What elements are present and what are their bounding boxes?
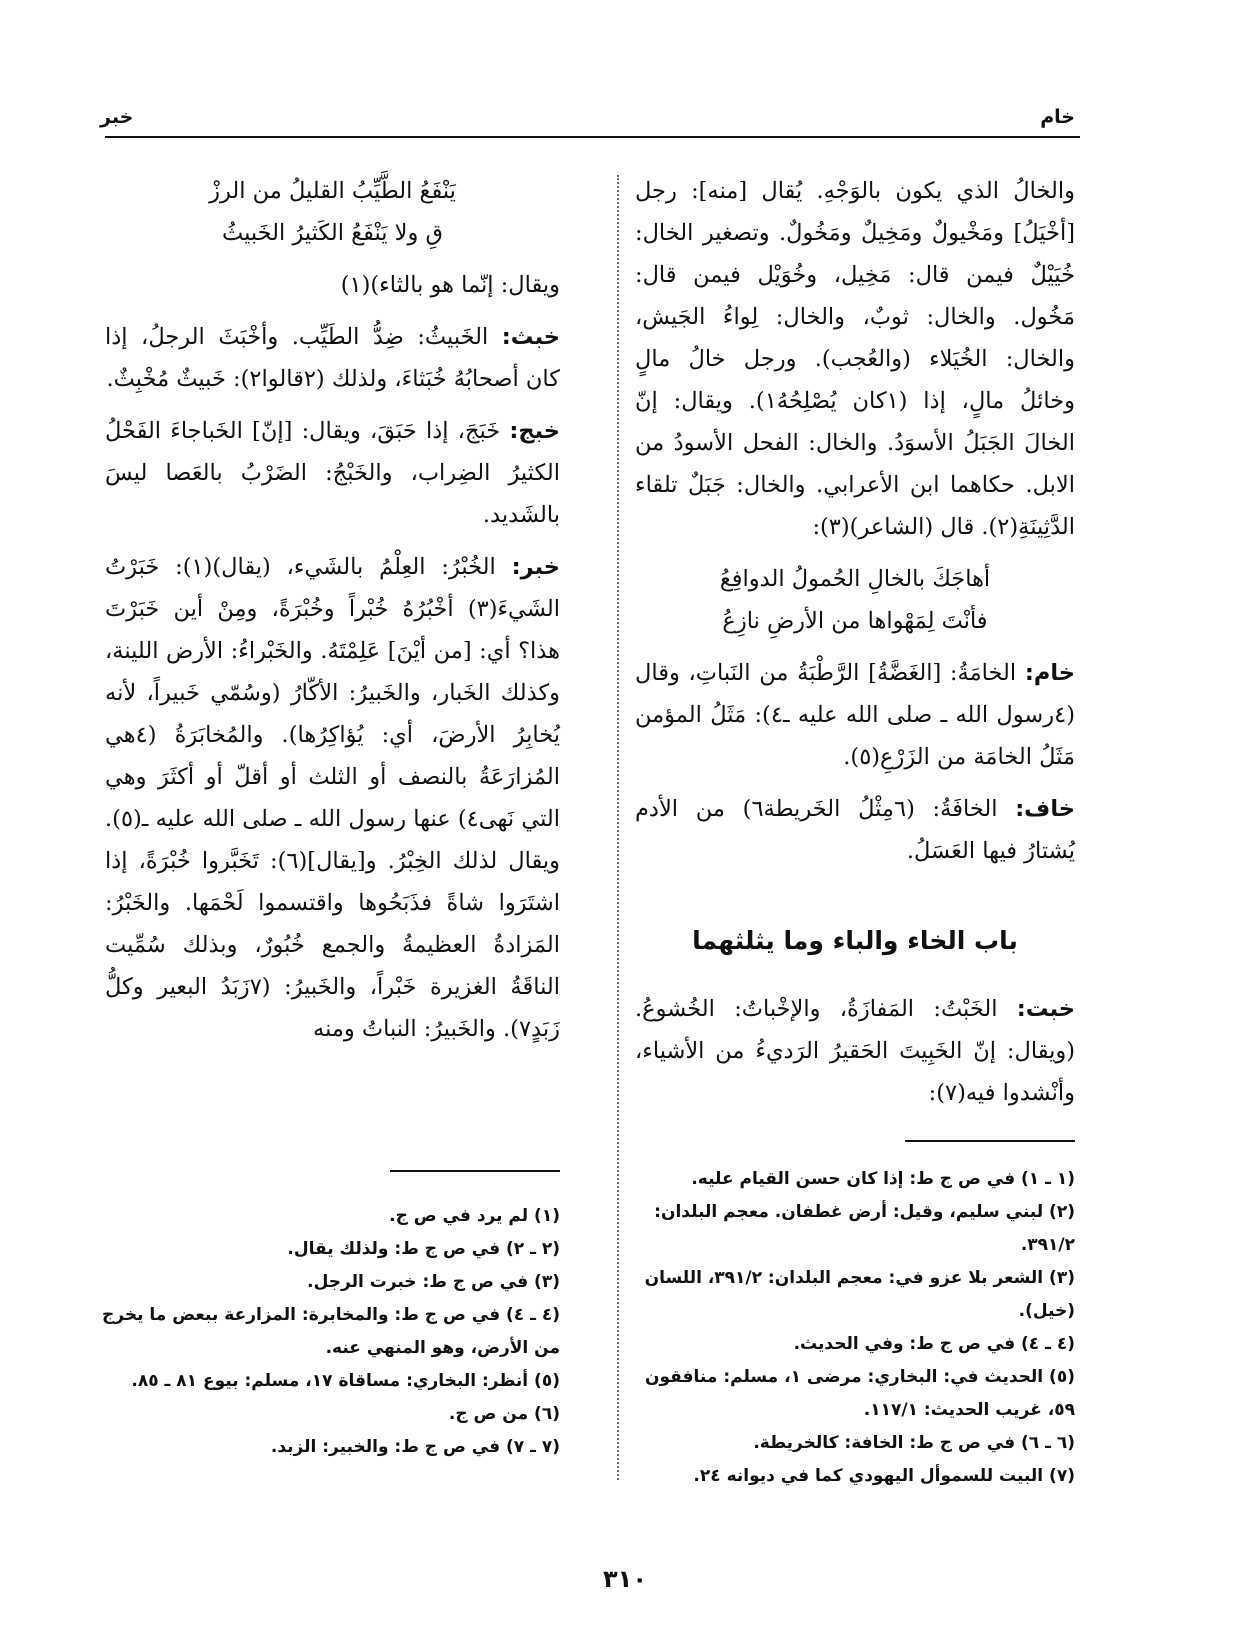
- footnote: (٢) لبني سليم، وقيل: أرض غطفان. معجم البلدان: ٣٩١/٢.: [654, 1202, 1075, 1255]
- footnote: (٥) أنظر: البخاري: مساقاة ١٧، مسلم: بيوع ٨١ ـ ٨٥.: [131, 1371, 560, 1391]
- poem-khal: [635, 558, 1075, 642]
- running-head: [100, 100, 1075, 132]
- entry-khaf: [635, 788, 1075, 872]
- footnote-rule: [390, 1170, 560, 1172]
- page-number: ٣١٠: [603, 1565, 647, 1593]
- entry-headword: خبج:: [509, 418, 560, 444]
- entry-text: والخالُ الذي يكون بالوَجْهِ. يُقال [منه]: رجل [أخْيَلُ] ومَخْيولٌ ومَخِيلٌ ومَخُولٌ. وتصغير الخال: خُيَيْلٌ فيمن قال: مَخِيل، وخُوَيْل فيمن قال: مَخُول. والخال: ثوبٌ، والخال: لِواءُ الجَيش، والخال: الخُيَلاء (والعُجب). ورجل خالُ مالٍ وخائلُ مالٍ، إذا (١كان يُصْلِحُهُ١). ويقال: إنّ الخالَ الجَبَلُ الأسوَدُ. والخال: الفحل الأسودُ من الابل. حكاهما ابن الأعرابي. والخال: جَبَلٌ تلقاء الدَّثِينَةِ(٢). قال (الشاعر)(٣):: [635, 178, 1075, 540]
- entry-text: الخُبْرُ: العِلْمُ بالشَيء، (يقال)(١): خَبَرْتُ الشَيءَ(٣) أخْبُرُهُ خُبْراً وخُبْرَةً، ومِنْ أين خَبَرْتَ هذا؟ أي: [من أيْنَ] عَلِمْتَهُ. والخَبْراءُ: الأرض اللينة، وكذلك الخَبار، والخَبيرُ: الأكّارُ (وسُمّي خَبيراً، لأنه يُخابِرُ الأرضَ، أي: يُؤاكِرُها). والمُخابَرَةُ (٤هي المُزارَعَةُ بالنصف أو الثلث أو أقلّ أو أكثَرَ وهي التي نَهى٤) عنها رسول الله ـ صلى الله عليه ـ(٥). ويقال لذلك الخِبْرُ. و[يقال](٦): تَخَبَّروا خُبْرَةً، إذا اشتَرَوا شاةً فذَبَحُوها واقتسموا لَحْمَها. والخَبْرُ: المَزادةُ العظيمةُ والجمع خُبُورٌ، وبذلك سُمِّيت الناقَةُ الغزيرة خَبْراً، والخَبيرُ: (٧زَبَدُ البعير وكلُّ زَبَدٍ٧). والخَبيرُ: النباتُ ومنه: [105, 554, 561, 1042]
- entry-text: الخافَةُ: (٦مِثْلُ الخَريطة٦) من الأدم يُشتارُ فيها العَسَلُ.: [635, 796, 1075, 864]
- footnotes-left: [100, 1200, 560, 1464]
- verse-line: أهاجَكَ بالخالِ الحُمولُ الدوافِعُ: [719, 566, 991, 592]
- footnote: (٧) البيت للسموأل اليهودي كما في ديوانه ٢٤.: [693, 1466, 1075, 1486]
- entry-khabth: [105, 316, 560, 400]
- entry-khabt: [635, 988, 1075, 1114]
- entry-headword: خاف:: [1015, 796, 1075, 822]
- left-column: [105, 170, 560, 1060]
- column-divider: [617, 175, 619, 1480]
- footnote: (٣) في ص ج ط: خبرت الرجل.: [307, 1272, 560, 1292]
- entry-headword: خبت:: [1016, 996, 1075, 1022]
- footnote: (٥) الحديث في: البخاري: مرضى ١، مسلم: منافقون ٥٩، غريب الحديث: ١١٧/١.: [645, 1367, 1075, 1420]
- running-head-left: خبر: [100, 106, 134, 128]
- entry-khabr: [105, 546, 560, 1050]
- poem-khabith: [105, 170, 560, 254]
- footnote: (٢ ـ ٢) في ص ج ط: ولذلك يقال.: [287, 1239, 560, 1259]
- entry-headword: خبث:: [501, 324, 561, 350]
- entry-text: الخَبيثُ: ضِدُّ الطَيِّب. وأخْبَثَ الرجلُ، إذا كان أصحابُهُ خُبَثاءَ، ولذلك (٢قالوا٢): خَبيثٌ مُخْبِثٌ.: [105, 324, 560, 392]
- entry-headword: خبر:: [511, 554, 560, 580]
- footnote-rule: [905, 1140, 1075, 1142]
- footnote: (٦ ـ ٦) في ص ج ط: الخافة: كالخريطة.: [753, 1433, 1075, 1453]
- entry-text: خَبَجَ، إذا حَبَقَ، ويقال: [إنّ] الخَباجاءَ الفَحْلُ الكثيرُ الضِراب، والخَبْجُ: الضَرْبُ بالعَصا ليسَ بالشَديد.: [105, 418, 560, 528]
- entry-khabj: [105, 410, 560, 536]
- footnote: (١) لم يرد في ص ج.: [389, 1206, 560, 1226]
- entry-text: الخَبْتُ: المَفازَةُ، والإخْباتُ: الخُشوعُ. (ويقال: إنّ الخَبِيتَ الحَقيرُ الرَديءُ من الأشياء، وأنْشدوا فيه(٧):: [635, 996, 1075, 1106]
- footnote: (١ ـ ١) في ص ج ط: إذا كان حسن القيام عليه.: [691, 1169, 1075, 1189]
- section-title: باب الخاء والباء وما يثلثهما: [692, 926, 1018, 955]
- footnote: (٤ ـ ٤) في ص ج ط: والمخابرة: المزارعة ببعض ما يخرج من الأرض، وهو المنهي عنه.: [102, 1305, 560, 1358]
- right-column: [635, 170, 1075, 1124]
- entry-text: الخامَةُ: [الغَضَّةُ] الرَّطْبَةُ من النَباتِ، وقال (٤رسول الله ـ صلى الله عليه ـ٤): مَثَلُ المؤمن مَثَلُ الخامَة من الزَرْعِ(٥).: [635, 660, 1075, 770]
- footnote: (٣) الشعر بلا عزو في: معجم البلدان: ٣٩١/٢، اللسان (خيل).: [644, 1268, 1075, 1321]
- footnote: (٦) من ص ج.: [448, 1404, 560, 1424]
- running-head-right: خام: [1040, 106, 1075, 128]
- footnotes-right: [625, 1163, 1075, 1493]
- entry-kham: [635, 652, 1075, 778]
- entry-headword: خام:: [1024, 660, 1075, 686]
- after-verse-note: ويقال: إنّما هو بالثاء)(١): [340, 272, 560, 298]
- verse-line: فأنْتَ لِمَهْواها من الأرضِ نازِعُ: [722, 608, 988, 634]
- verse-line: قِ ولا يَنْفَعُ الكَثيرُ الخَبيثُ: [221, 220, 443, 246]
- footnote: (٧ ـ ٧) في ص ج ط: والخبير: الزبد.: [270, 1437, 560, 1457]
- footnote: (٤ ـ ٤) في ص ج ط: وفي الحديث.: [793, 1334, 1075, 1354]
- entry-khal-continued: [635, 170, 1075, 548]
- verse-line: يَنْفَعُ الطَّيِّبُ القليلُ من الرزْ: [209, 178, 456, 204]
- header-rule: [105, 136, 1080, 138]
